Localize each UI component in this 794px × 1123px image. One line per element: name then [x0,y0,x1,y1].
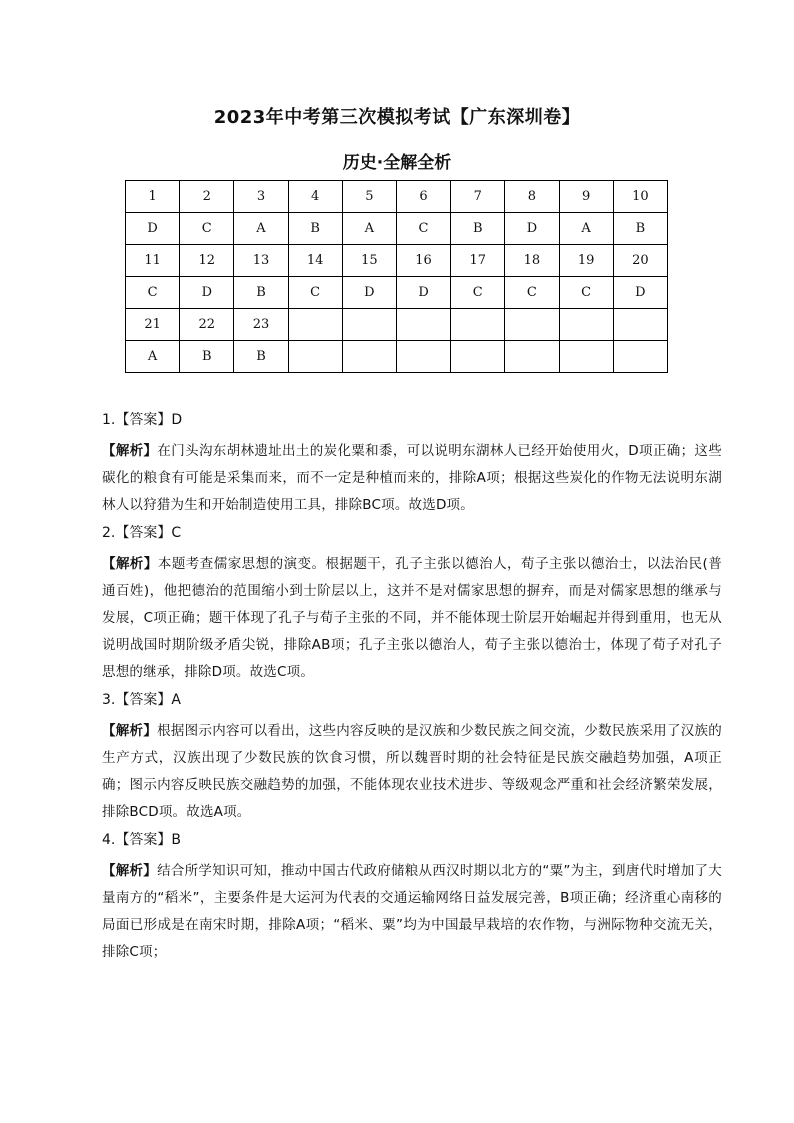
document-title: 2023年中考第三次模拟考试【广东深圳卷】 [213,107,581,128]
question-number-cell [342,309,396,341]
question-number-cell: 6 [396,181,450,213]
answer-cell: C [288,277,342,309]
analysis-tag: 【解析】 [102,443,158,459]
answer-cell [396,341,450,373]
analysis-text: 本题考查儒家思想的演变。根据题干，孔子主张以德治人，荀子主张以德治士，以法治民(普通百姓)，他把德治的范围缩小到士阶层以上，这并不是对儒家思想的摒弃，而是对儒家思想的继承与发展，C项正确；题干体现了孔子与荀子主张的不同，并不能体现士阶层开始崛起并得到重用，也无从说明战国时期阶级矛盾尖锐，排除AB项；孔子主张以德治人，荀子主张以德治士，体现了荀子对孔子思想的继承，排除D项。故选C项。 [102,556,722,680]
analysis-item [102,410,722,519]
answer-table-row [126,277,668,309]
question-number-cell: 20 [613,245,667,277]
question-number-cell: 22 [180,309,234,341]
question-number-cell: 10 [613,181,667,213]
answer-cell: C [180,213,234,245]
analysis-paragraph [102,551,722,686]
answer-cell: C [396,213,450,245]
question-number-cell: 7 [451,181,505,213]
answer-table-row [126,309,668,341]
question-number-cell: 4 [288,181,342,213]
question-number-cell: 8 [505,181,559,213]
answer-cell: B [288,213,342,245]
answer-cell: D [613,277,667,309]
question-number-cell: 14 [288,245,342,277]
answer-cell: A [342,213,396,245]
answer-cell: A [126,341,180,373]
answer-cell: D [180,277,234,309]
answer-cell [288,341,342,373]
question-number-cell: 13 [234,245,288,277]
question-number-cell: 12 [180,245,234,277]
question-number-cell [396,309,450,341]
answer-cell: D [396,277,450,309]
answer-cell: C [451,277,505,309]
answer-cell: C [126,277,180,309]
answer-heading: 1.【答案】D [102,412,183,428]
question-number-cell: 19 [559,245,613,277]
question-number-cell: 2 [180,181,234,213]
analysis-text: 结合所学知识可知，推动中国古代政府储粮从西汉时期以北方的“粟”为主，到唐代时增加了大量南方的“稻米”，主要条件是大运河为代表的交通运输网络日益发展完善，B项正确；经济重心南移的局面已形成是在南宋时期，排除A项；“稻米、粟”均为中国最早栽培的农作物，与洲际物种交流无关，排除C项； [102,863,722,960]
analysis-tag: 【解析】 [102,556,158,572]
question-number-cell [288,309,342,341]
answer-cell: B [451,213,505,245]
question-number-cell: 3 [234,181,288,213]
analysis-paragraph [102,858,722,966]
analysis-item [102,830,722,966]
analysis-text: 在门头沟东胡林遗址出土的炭化粟和黍，可以说明东湖林人已经开始使用火，D项正确；这些碳化的粮食有可能是采集而来，而不一定是种植而来的，排除A项；根据这些炭化的作物无法说明东湖林人以狩猎为生和开始制造使用工具，排除BC项。故选D项。 [102,443,722,513]
question-number-cell: 23 [234,309,288,341]
question-number-cell: 1 [126,181,180,213]
analysis-content [102,410,722,970]
analysis-tag: 【解析】 [102,863,158,879]
question-number-cell: 9 [559,181,613,213]
answer-cell: B [180,341,234,373]
answer-cell [559,341,613,373]
question-number-cell: 11 [126,245,180,277]
answer-cell: B [234,277,288,309]
analysis-paragraph [102,718,722,826]
question-number-cell [451,309,505,341]
answer-cell [451,341,505,373]
question-number-cell [505,309,559,341]
question-number-cell: 18 [505,245,559,277]
analysis-item [102,690,722,826]
analysis-item [102,523,722,686]
answer-cell: D [342,277,396,309]
document-subtitle: 历史·全解全析 [342,153,452,173]
analysis-tag: 【解析】 [102,723,158,739]
question-number-cell: 16 [396,245,450,277]
answer-cell: D [126,213,180,245]
question-number-cell: 5 [342,181,396,213]
answer-cell [505,341,559,373]
question-number-cell [613,309,667,341]
question-number-cell: 21 [126,309,180,341]
answer-cell: C [559,277,613,309]
answer-cell [613,341,667,373]
answer-heading: 3.【答案】A [102,692,181,708]
answer-heading: 4.【答案】B [102,832,181,848]
answer-table-row [126,213,668,245]
answer-cell: B [613,213,667,245]
answer-cell: B [234,341,288,373]
analysis-paragraph [102,438,722,519]
question-number-cell: 15 [342,245,396,277]
answer-table-row [126,181,668,213]
answer-table-row [126,341,668,373]
answer-cell [342,341,396,373]
answer-table [125,180,668,373]
question-number-cell: 17 [451,245,505,277]
answer-cell: D [505,213,559,245]
answer-heading: 2.【答案】C [102,525,182,541]
answer-table-row [126,245,668,277]
answer-cell: A [234,213,288,245]
analysis-text: 根据图示内容可以看出，这些内容反映的是汉族和少数民族之间交流，少数民族采用了汉族的生产方式，汉族出现了少数民族的饮食习惯，所以魏晋时期的社会特征是民族交融趋势加强，A项正确；图示内容反映民族交融趋势的加强，不能体现农业技术进步、等级观念严重和社会经济繁荣发展，排除BCD项。故选A项。 [102,723,722,820]
question-number-cell [559,309,613,341]
answer-cell: C [505,277,559,309]
answer-cell: A [559,213,613,245]
